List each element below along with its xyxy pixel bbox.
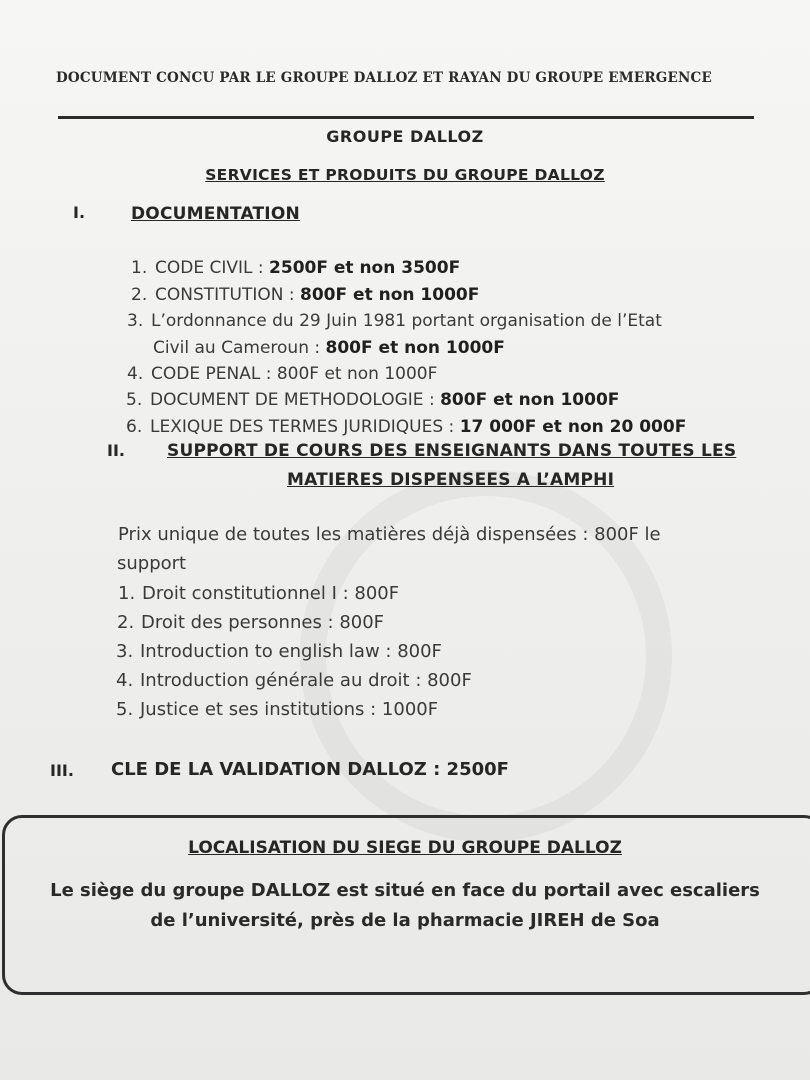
section2-intro-line2: support bbox=[117, 553, 187, 574]
doc-item-price: 800F et non 1000F bbox=[300, 285, 480, 305]
course-item-2 bbox=[117, 612, 384, 633]
doc-item-name: CODE CIVIL : bbox=[155, 258, 270, 278]
course-item-number: 4. bbox=[116, 670, 134, 691]
doc-item-5 bbox=[126, 390, 619, 410]
course-item-text: Introduction générale au droit : 800F bbox=[140, 670, 472, 691]
doc-item-name: Civil au Cameroun : bbox=[153, 338, 326, 358]
doc-item-2 bbox=[131, 285, 479, 305]
location-title: LOCALISATION DU SIEGE DU GROUPE DALLOZ bbox=[188, 838, 622, 858]
section1-numeral: I. bbox=[73, 203, 86, 222]
location-line-2: de l’université, près de la pharmacie JIREH de Soa bbox=[150, 910, 660, 931]
doc-item-4 bbox=[127, 364, 437, 384]
doc-item-price: 17 000F et non 20 000F bbox=[459, 417, 687, 437]
doc-item-name: L’ordonnance du 29 Juin 1981 portant organisation de l’Etat bbox=[151, 311, 662, 331]
doc-item-price: 800F et non 1000F bbox=[325, 338, 505, 358]
header-divider bbox=[58, 116, 754, 119]
doc-item-1 bbox=[131, 258, 460, 278]
course-item-number: 2. bbox=[117, 612, 135, 633]
doc-item-number: 6. bbox=[126, 417, 143, 437]
section3-numeral: III. bbox=[50, 761, 74, 780]
course-item-number: 5. bbox=[116, 699, 134, 720]
section2-intro-line1: Prix unique de toutes les matières déjà dispensées : 800F le bbox=[118, 524, 661, 545]
document-header: DOCUMENT CONCU PAR LE GROUPE DALLOZ ET RAYAN DU GROUPE EMERGENCE bbox=[56, 70, 712, 86]
course-item-number: 3. bbox=[116, 641, 134, 662]
group-title: GROUPE DALLOZ bbox=[326, 127, 484, 146]
doc-item-name: CONSTITUTION : bbox=[155, 285, 301, 305]
doc-item-6 bbox=[126, 417, 686, 437]
course-item-text: Droit constitutionnel I : 800F bbox=[142, 583, 400, 604]
course-item-text: Introduction to english law : 800F bbox=[140, 641, 442, 662]
doc-item-number: 1. bbox=[131, 258, 148, 278]
course-item-5 bbox=[116, 699, 438, 720]
course-item-text: Droit des personnes : 800F bbox=[141, 612, 385, 633]
doc-item-name: CODE PENAL : 800F et non 1000F bbox=[151, 364, 438, 384]
doc-item-number: 3. bbox=[127, 311, 144, 331]
course-item-text: Justice et ses institutions : 1000F bbox=[140, 699, 439, 720]
services-title: SERVICES ET PRODUITS DU GROUPE DALLOZ bbox=[205, 166, 605, 184]
doc-item-number: 5. bbox=[126, 390, 143, 410]
doc-item-3-line1 bbox=[127, 311, 662, 331]
course-item-number: 1. bbox=[118, 583, 136, 604]
doc-item-price: 2500F et non 3500F bbox=[269, 258, 461, 278]
course-item-4 bbox=[116, 670, 472, 691]
section2-title-line1: SUPPORT DE COURS DES ENSEIGNANTS DANS TOUTES LES bbox=[167, 441, 737, 461]
section2-numeral: II. bbox=[107, 441, 125, 460]
section1-title: DOCUMENTATION bbox=[131, 204, 300, 224]
course-item-3 bbox=[116, 641, 442, 662]
section2-title-line2: MATIERES DISPENSEES A L’AMPHI bbox=[287, 470, 615, 490]
location-text bbox=[0, 876, 810, 936]
doc-item-number: 4. bbox=[127, 364, 144, 384]
course-item-1 bbox=[118, 583, 399, 604]
doc-item-3-line2 bbox=[153, 338, 505, 358]
doc-item-name: DOCUMENT DE METHODOLOGIE : bbox=[150, 390, 441, 410]
location-line-1: Le siège du groupe DALLOZ est situé en face du portail avec escaliers bbox=[50, 880, 760, 901]
doc-item-number: 2. bbox=[131, 285, 148, 305]
doc-item-price: 800F et non 1000F bbox=[440, 390, 620, 410]
section3-title: CLE DE LA VALIDATION DALLOZ : 2500F bbox=[111, 759, 509, 780]
doc-item-name: LEXIQUE DES TERMES JURIDIQUES : bbox=[150, 417, 460, 437]
